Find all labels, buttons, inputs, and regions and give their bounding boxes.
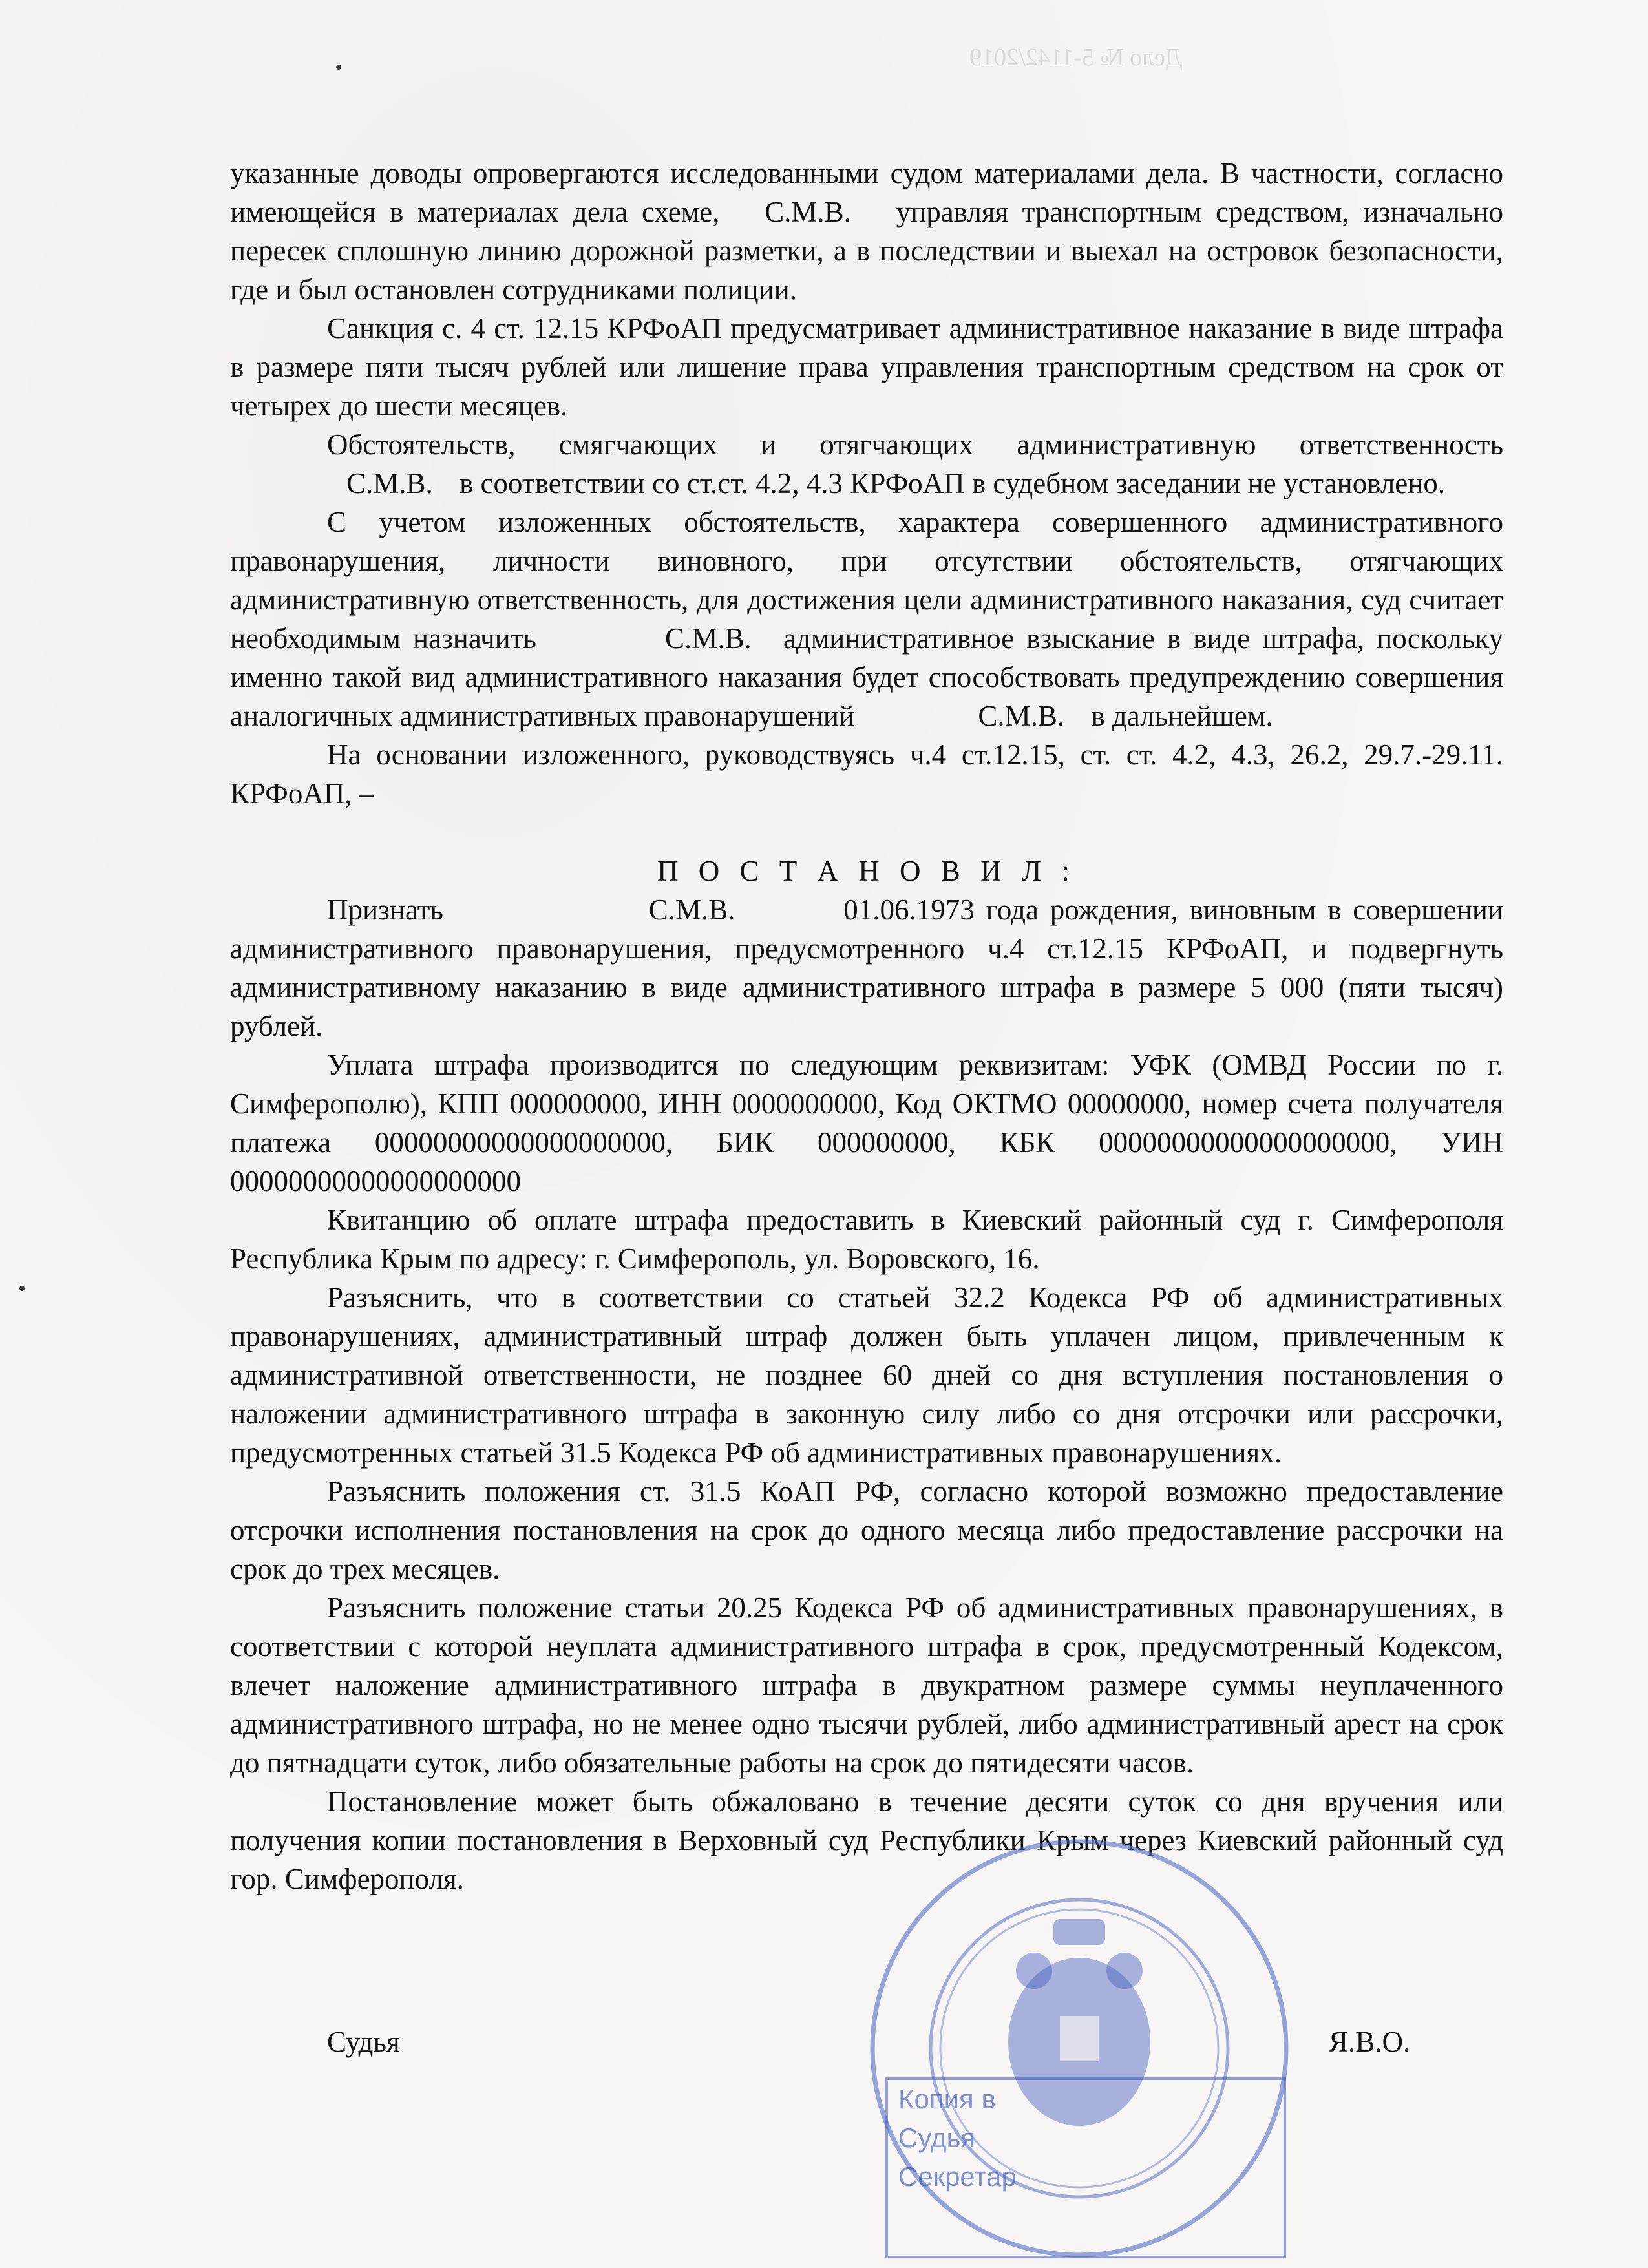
copy-stamp-secretary: Секретар <box>898 2161 1017 2192</box>
paragraph: Разъяснить, что в соответствии со статьей 32.2 Кодекса РФ об административных правонарушениях, административный штраф должен быть уплачен лицом, привлеченным к административной ответственности, не позднее 60 дней со дня вступления постановления о наложении административного штрафа в законную силу либо со дня отсрочки или рассрочки, предусмотренных статьей 31.5 Кодекса РФ об административных правонарушениях. <box>230 1281 1503 1469</box>
person-name: С.М.В. <box>765 196 851 228</box>
text: административное взыскание в виде штрафа, поскольку именно такой вид административного наказания будет способствовать предупреждению совершения аналогичных административных правонарушений <box>230 622 1503 732</box>
paragraph: Санкция с. 4 ст. 12.15 КРФоАП предусматривает административное наказание в виде штрафа в размере пяти тысяч рублей или лишение права управления транспортным средством на срок от четырех до шести месяцев. <box>230 312 1503 422</box>
paragraph <box>230 890 1503 1045</box>
text: 01.06.1973 года рождения, виновным в совершении административного правонарушения, предусмотренного ч.4 ст.12.15 КРФоАП, и подвергнуть административному наказанию в виде административного штрафа в размере 5 000 (пяти тысяч) рублей. <box>230 894 1504 1042</box>
paragraph: Квитанцию об оплате штрафа предоставить в Киевский районный суд г. Симферополя Республика Крым по адресу: г. Симферополь, ул. Воровского, 16. <box>230 1204 1503 1275</box>
text: в дальнейшем. <box>1091 700 1273 732</box>
text: Признать <box>327 894 443 926</box>
text: С учетом изложенных обстоятельств, характера совершенного административного правонарушения, личности виновного, при отсутствии обстоятельств, отягчающих административную ответственность, для достижения цели административного наказания, суд считает необходимым назначить <box>230 506 1503 655</box>
person-name: С.М.В. <box>978 700 1065 732</box>
text: управляя транспортным средством, изначально пересек сплошную линию дорожной разметки, а в последствии и выехал на островок безопасности, где и был остановлен сотрудниками полиции. <box>230 196 1504 306</box>
judge-label: Судья <box>327 2026 400 2058</box>
copy-stamp-judge: Судья <box>898 2123 976 2153</box>
paragraph: Уплата штрафа производится по следующим реквизитам: УФК (ОМВД России по г. Симферополю), КПП 000000000, ИНН 0000000000, Код ОКТМО 00000000, номер счета получателя платежа 00000000000000000000, БИК 000000000, КБК 00000000000000000000, УИН 00000000000000000000 <box>230 1049 1503 1197</box>
person-name: С.М.В. <box>346 467 433 499</box>
copy-stamp-title: Копия в <box>898 2084 996 2114</box>
paragraph: Постановление может быть обжаловано в течение десяти суток со дня вручения или получения копии постановления в Верховный суд Республики Крым через Киевский районный суд гор. Симферополя. <box>230 1785 1503 1895</box>
bleed-through-text: Дело № 5-1142/2019 <box>969 44 1183 71</box>
paragraph: Разъяснить положения ст. 31.5 КоАП РФ, согласно которой возможно предоставление отсрочки исполнения постановления на срок до одного месяца либо предоставление рассрочки на срок до трех месяцев. <box>230 1475 1503 1585</box>
paragraph <box>230 154 1503 309</box>
paragraph: На основании изложенного, руководствуясь ч.4 ст.12.15, ст. ст. 4.2, 4.3, 26.2, 29.7.-29.11. КРФоАП, – <box>230 739 1503 810</box>
judge-name: Я.В.О. <box>1329 2026 1411 2058</box>
copy-stamp <box>885 2077 1286 2258</box>
speck <box>336 65 341 70</box>
document-body <box>230 154 1503 1898</box>
person-name: С.М.В. <box>665 622 752 655</box>
person-name: С.М.В. <box>648 894 735 926</box>
text: Обстоятельств, смягчающих и отягчающих административную ответственность <box>327 428 1503 461</box>
paragraph: Разъяснить положение статьи 20.25 Кодекса РФ об административных правонарушениях, в соответствии с которой неуплата административного штрафа в срок, предусмотренный Кодексом, влечет наложение административного штрафа в двукратном размере суммы неуплаченного административного штрафа, но не менее одно тысячи рублей, либо административный арест на срок до пятнадцати суток, либо обязательные работы на срок до пятидесяти часов. <box>230 1591 1503 1779</box>
text: указанные доводы опровергаются исследованными судом материалами дела. В частности, согласно имеющейся в материалах дела схеме, <box>230 157 1503 228</box>
ruling-heading: П О С Т А Н О В И Л : <box>657 855 1077 887</box>
paragraph <box>230 503 1503 735</box>
speck <box>19 1286 25 1291</box>
text: в соответствии со ст.ст. 4.2, 4.3 КРФоАП в судебном заседании не установлено. <box>460 467 1446 499</box>
paragraph <box>230 425 1503 503</box>
